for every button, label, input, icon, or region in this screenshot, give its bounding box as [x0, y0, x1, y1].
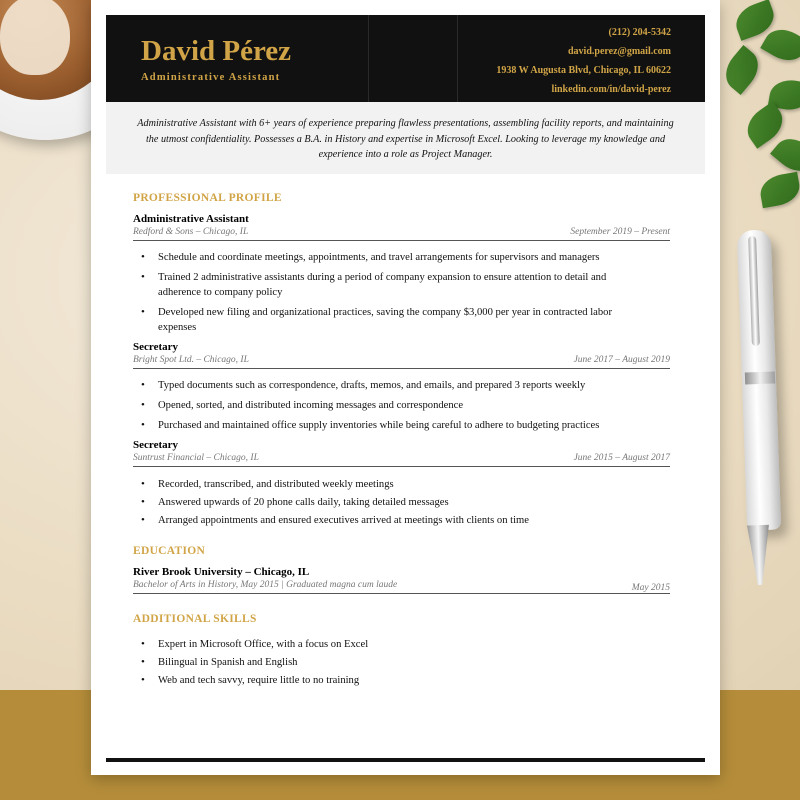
job-bullet: • Recorded, transcribed, and distributed weekly meetings: [158, 477, 618, 492]
resume-header: [106, 15, 705, 102]
job-bullet: • Answered upwards of 20 phone calls daily, taking detailed messages: [158, 495, 618, 510]
skill-item: • Web and tech savvy, require little to no training: [158, 673, 618, 688]
resume-content: [133, 192, 670, 691]
job-bullet: • Arranged appointments and ensured executives arrived at meetings with clients on time: [158, 513, 618, 528]
header-divider: [368, 15, 458, 102]
job-entry: [133, 212, 670, 335]
section-title-profile: PROFESSIONAL PROFILE: [133, 192, 282, 204]
job-bullet: • Purchased and maintained office supply inventories while being careful to adhere to budgeting practices: [158, 418, 618, 433]
job-dates: June 2017 – August 2019: [573, 355, 670, 365]
job-title: Secretary: [133, 341, 178, 353]
job-dates: September 2019 – Present: [570, 227, 670, 237]
job-bullets: [133, 241, 670, 335]
contact-phone: (212) 204-5342: [608, 27, 671, 38]
resume-summary: Administrative Assistant with 6+ years of experience preparing flawless presentations, assembling facility reports, and maintaining the utmost confidentiality. Possesses a B.A. in History and expertise in Microsoft Excel. Looking to leverage my knowledge and experience into a role as Project Manager.: [106, 102, 705, 174]
job-entry: [133, 438, 670, 528]
job-title: Administrative Assistant: [133, 213, 249, 225]
job-company: Suntrust Financial – Chicago, IL: [133, 453, 259, 463]
job-company: Redford & Sons – Chicago, IL: [133, 227, 249, 237]
job-dates: June 2015 – August 2017: [573, 453, 670, 463]
latte-art-image: [0, 0, 70, 75]
resume-page: [91, 0, 720, 775]
job-bullet: • Schedule and coordinate meetings, appointments, and travel arrangements for supervisors and managers: [158, 250, 618, 265]
contact-linkedin: linkedin.com/in/david-perez: [551, 84, 671, 95]
contact-address: 1938 W Augusta Blvd, Chicago, IL 60622: [496, 65, 671, 76]
education-school: River Brook University – Chicago, IL: [133, 566, 310, 578]
resume-footer-rule: [106, 758, 705, 762]
education-date: May 2015: [631, 583, 670, 593]
job-title: Secretary: [133, 439, 178, 451]
section-title-skills: ADDITIONAL SKILLS: [133, 613, 257, 625]
resume-role: Administrative Assistant: [141, 72, 281, 83]
header-name-block: [106, 15, 368, 102]
job-bullet: • Developed new filing and organizational practices, saving the company $3,000 per year in contracted labor expenses: [158, 305, 618, 335]
job-bullets: [133, 467, 670, 528]
job-entry: [133, 340, 670, 433]
education-entry: [133, 565, 670, 594]
skill-item: • Bilingual in Spanish and English: [158, 655, 618, 670]
education-meta: [133, 579, 670, 594]
job-bullet: • Trained 2 administrative assistants during a period of company expansion to ensure attention to detail and adherence to company policy: [158, 270, 618, 300]
job-bullets: [133, 369, 670, 433]
job-company: Bright Spot Ltd. – Chicago, IL: [133, 355, 249, 365]
job-meta: [133, 452, 670, 467]
education-degree: Bachelor of Arts in History, May 2015 | Graduated magna cum laude: [133, 580, 398, 590]
pen-band-image: [745, 371, 775, 384]
skills-list: [133, 633, 670, 688]
job-bullet: • Opened, sorted, and distributed incoming messages and correspondence: [158, 398, 618, 413]
job-bullet: • Typed documents such as correspondence, drafts, memos, and emails, and prepared 3 reports weekly: [158, 378, 618, 393]
resume-name: David Pérez: [141, 35, 292, 67]
section-title-education: EDUCATION: [133, 545, 206, 557]
job-meta: [133, 354, 670, 369]
contact-email: david.perez@gmail.com: [568, 46, 671, 57]
skill-item: • Expert in Microsoft Office, with a focus on Excel: [158, 637, 618, 652]
header-contact-block: [458, 15, 705, 102]
job-meta: [133, 226, 670, 241]
